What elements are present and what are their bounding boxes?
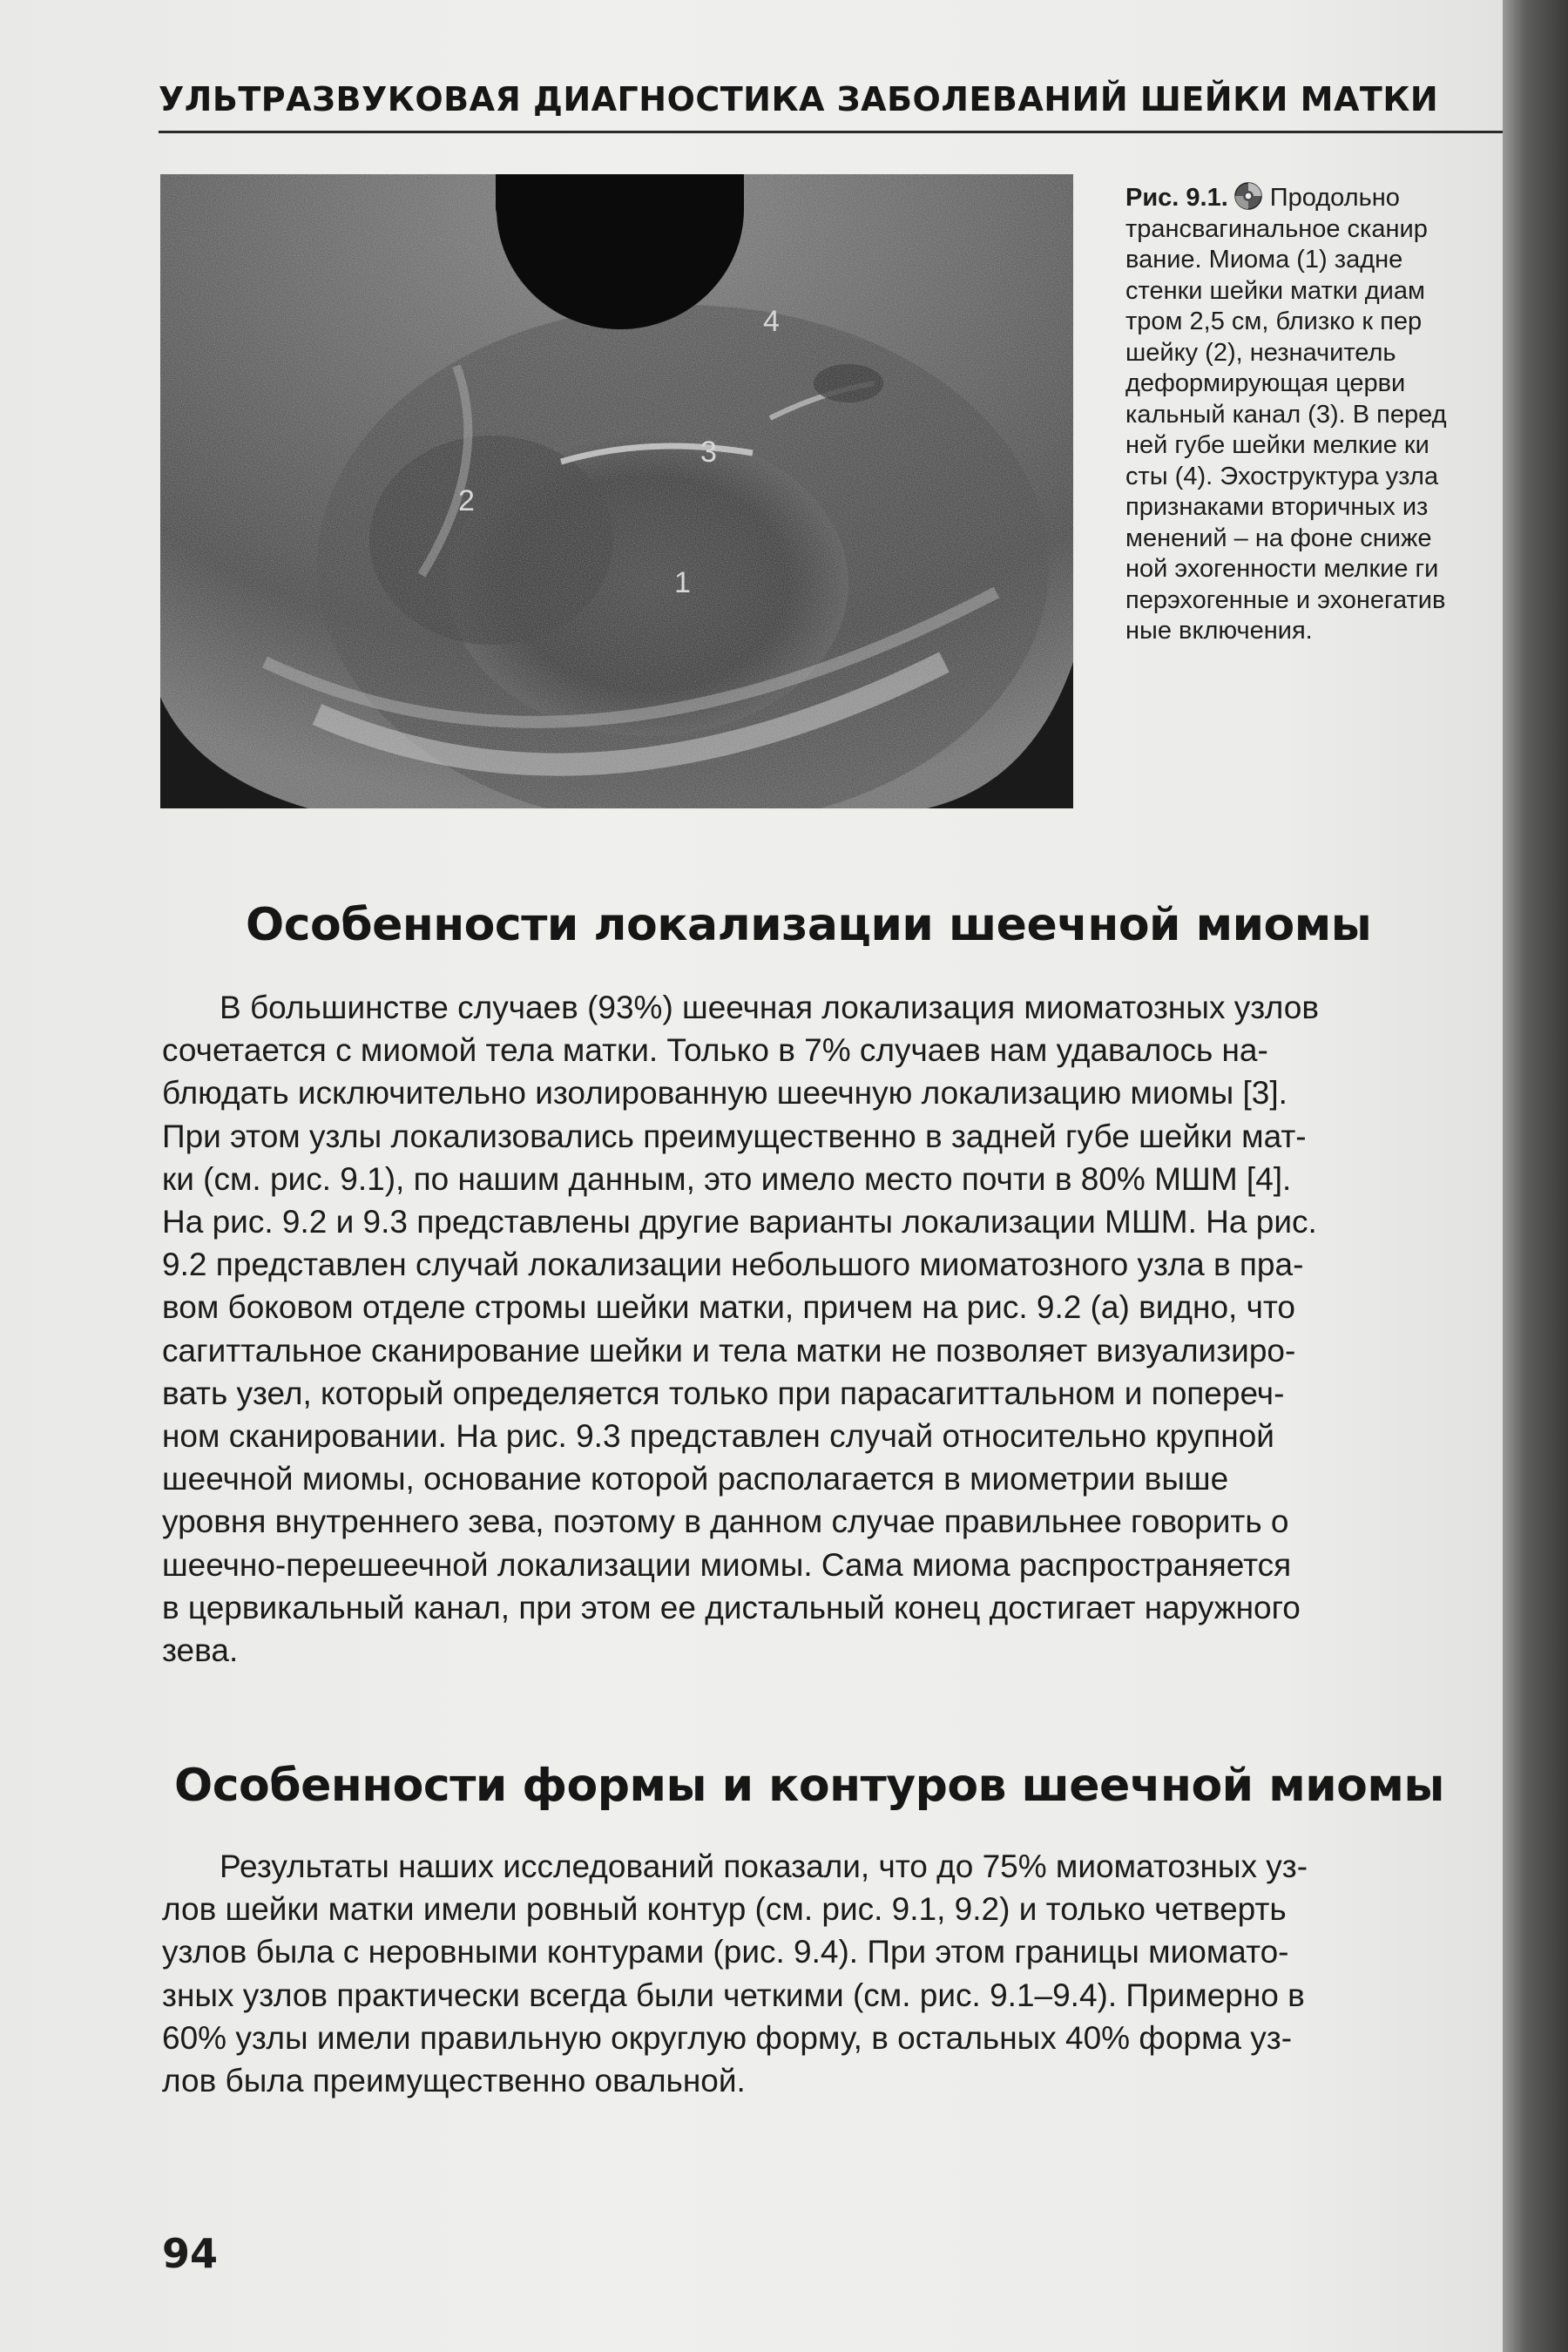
paragraph-line: блюдать исключительно изолированную шеечную локализацию миомы [3].: [162, 1075, 1288, 1112]
ultrasound-image: [160, 174, 1073, 808]
caption-line: шейку (2), незначитель: [1125, 338, 1396, 367]
paragraph-line: в цервикальный канал, при этом ее дистальный конец достигает наружного: [162, 1589, 1301, 1625]
paragraph-line: В большинстве случаев (93%) шеечная локализация миоматозных узлов: [220, 990, 1320, 1025]
paragraph-line: вать узел, который определяется только при парасагиттальном и попереч-: [162, 1375, 1285, 1411]
section-title-localization: Особенности локализации шеечной миомы: [246, 899, 1372, 951]
figure-label-1: 1: [674, 566, 691, 599]
ultrasound-figure: [160, 174, 1073, 808]
caption-line: сты (4). Эхоструктура узла: [1125, 462, 1439, 490]
caption-line: кальный канал (3). В перед: [1125, 400, 1447, 429]
paragraph-line: уровня внутреннего зева, поэтому в данном случае правильнее говорить о: [162, 1504, 1289, 1540]
caption-line: [1125, 181, 1503, 214]
paragraph-line: лов шейки матки имели ровный контур (см. рис. 9.1, 9.2) и только четверть: [162, 1891, 1287, 1928]
caption-text: Продольно: [1269, 184, 1400, 212]
caption-line: признаками вторичных из: [1125, 493, 1429, 521]
paragraph-line: ном сканировании. На рис. 9.3 представлен случай относительно крупной: [162, 1418, 1274, 1455]
facing-page-edge: [1503, 0, 1568, 2352]
paragraph-line: лов была преимущественно овальной.: [162, 2063, 746, 2099]
paragraph-line: 60% узлы имели правильную округлую форму, в остальных 40% форма уз-: [162, 2019, 1293, 2056]
section-body-shape: [162, 1845, 1503, 2102]
caption-line: тром 2,5 см, близко к пер: [1125, 308, 1423, 335]
caption-line: ней губе шейки мелкие ки: [1125, 431, 1429, 459]
paragraph-line: Результаты наших исследований показали, что до 75% миоматозных уз-: [220, 1848, 1308, 1884]
paragraph-line: вом боковом отделе стромы шейки матки, причем на рис. 9.2 (а) видно, что: [162, 1289, 1295, 1326]
paragraph-line: зева.: [162, 1632, 239, 1669]
caption-line: менений – на фоне сниже: [1125, 524, 1432, 552]
paragraph-line: При этом узлы локализовались преимущественно в задней губе шейки мат-: [162, 1118, 1307, 1154]
paragraph-line: зных узлов практически всегда были четкими (см. рис. 9.1–9.4). Примерно в: [162, 1977, 1305, 2013]
paragraph-line: шеечно-перешеечной локализации миомы. Сама миома распространяется: [162, 1546, 1292, 1583]
paragraph-line: шеечной миомы, основание которой располагается в миометрии выше: [162, 1461, 1229, 1497]
caption-line: трансвагинальное сканир: [1125, 214, 1428, 243]
caption-line: ной эхогенности мелкие ги: [1125, 555, 1439, 583]
header-rule: [159, 131, 1503, 133]
caption-title: Рис. 9.1.: [1125, 184, 1228, 212]
figure-label-3: 3: [700, 436, 717, 469]
paragraph-line: сагиттальное сканирование шейки и тела матки не позволяет визуализиро-: [162, 1332, 1296, 1369]
figure-label-2: 2: [458, 484, 475, 517]
caption-line: перэхогенные и эхонегатив: [1125, 585, 1446, 614]
paragraph-line: ки (см. рис. 9.1), по нашим данным, это имело место почти в 80% МШМ [4].: [162, 1160, 1292, 1197]
cd-disk-icon: [1233, 181, 1263, 211]
caption-line: стенки шейки матки диам: [1125, 276, 1425, 305]
paragraph-line: На рис. 9.2 и 9.3 представлены другие варианты локализации МШМ. На рис.: [162, 1204, 1317, 1240]
page-number: 94: [162, 2230, 219, 2277]
paragraph-line: 9.2 представлен случай локализации небольшого миоматозного узла в пра-: [162, 1247, 1304, 1283]
paragraph-line: узлов была с неровными контурами (рис. 9.4). При этом границы миомато-: [162, 1934, 1289, 1970]
section-title-shape: Особенности формы и контуров шеечной миомы: [174, 1760, 1444, 1812]
figure-caption: [1125, 181, 1503, 647]
caption-line: ные включения.: [1125, 617, 1313, 645]
caption-line: вание. Миома (1) задне: [1125, 246, 1403, 274]
caption-line: деформирующая церви: [1125, 369, 1406, 397]
paragraph-line: сочетается с миомой тела матки. Только в 7% случаев нам удавалось на-: [162, 1032, 1268, 1069]
section-body-localization: [162, 986, 1503, 1672]
figure-label-4: 4: [763, 305, 780, 338]
running-head: УЛЬТРАЗВУКОВАЯ ДИАГНОСТИКА ЗАБОЛЕВАНИЙ ШЕЙКИ МАТКИ: [159, 80, 1439, 118]
